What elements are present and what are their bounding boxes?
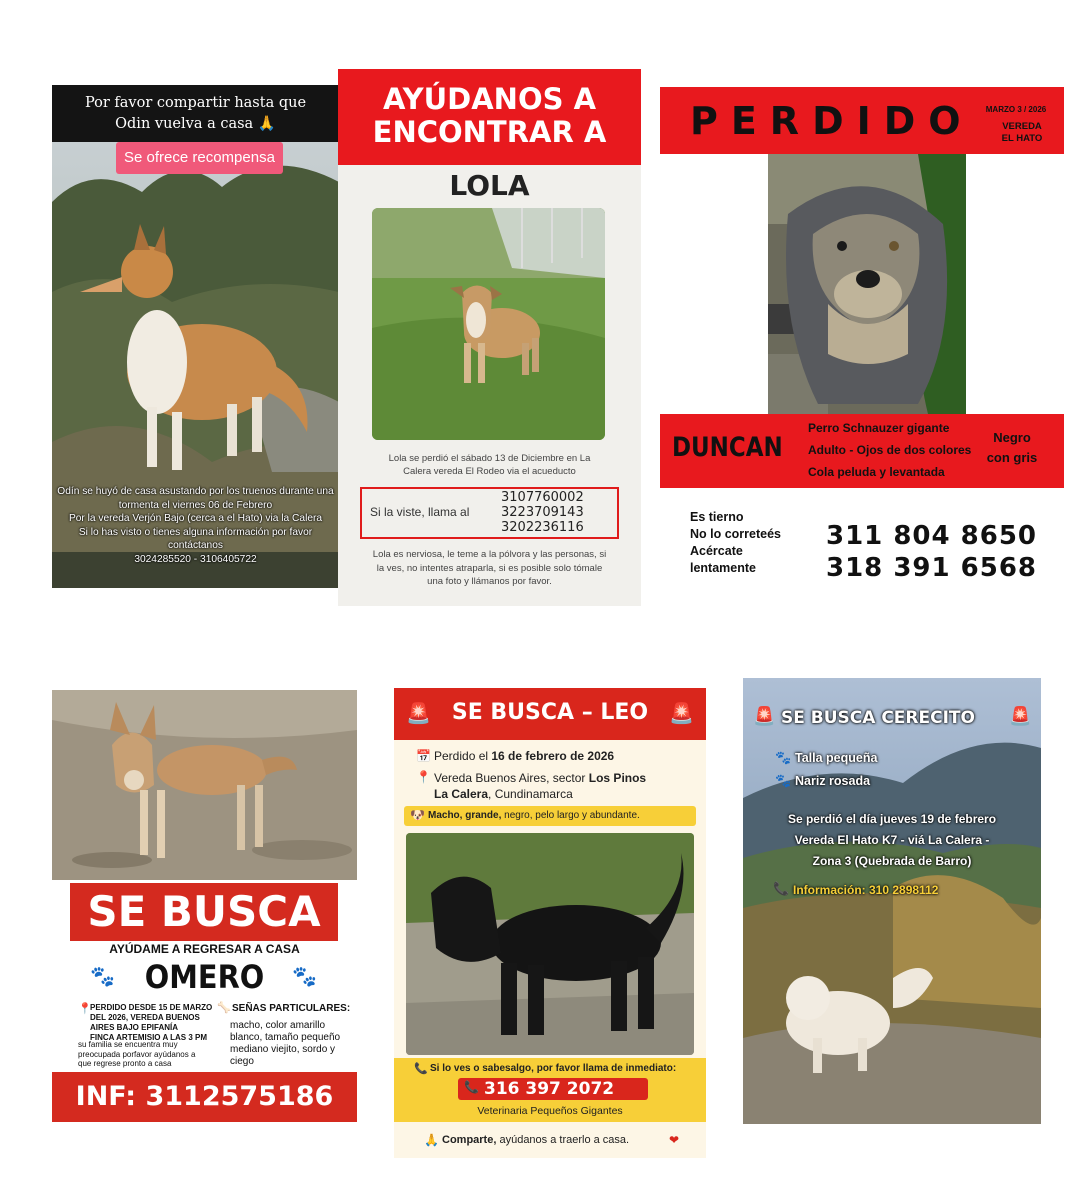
lola-headline: [338, 69, 641, 165]
leo-photo: [406, 833, 694, 1055]
duncan-color-line: Negro: [993, 430, 1031, 445]
cerecito-poster: [743, 678, 1041, 1124]
omero-info: INF: 3112575186: [52, 1072, 357, 1122]
duncan-advice-line: Es tierno: [690, 510, 744, 524]
location-pin-icon: 📍: [416, 770, 431, 784]
cerecito-lost: [743, 809, 1041, 872]
odin-body-line: Odín se huyó de casa asustando por los truenos durante una: [57, 486, 334, 497]
omero-name: OMERO: [144, 958, 265, 996]
omero-lost-line: FINCA ARTEMISIO A LAS 3 PM: [90, 1033, 208, 1042]
omero-lost-line: DEL 2026, VEREDA BUENOS: [90, 1013, 200, 1022]
leo-place-prefix: Vereda Buenos Aires, sector: [434, 771, 589, 785]
leo-place: [434, 770, 646, 802]
omero-sign-line: ciego: [230, 1056, 254, 1067]
omero-lost: [90, 1003, 212, 1043]
leo-lost: [434, 749, 614, 763]
lola-call-label: Si la viste, llama al: [370, 505, 470, 519]
omero-family: [78, 1040, 195, 1069]
leo-title: SE BUSCA – LEO: [451, 700, 649, 725]
duncan-name: DUNCAN: [672, 432, 783, 463]
heart-icon: ❤: [669, 1133, 680, 1147]
duncan-color-line: con gris: [986, 450, 1038, 465]
siren-icon: 🚨: [1009, 706, 1032, 726]
lola-note-line: la ves, no intentes atraparla, si es posible solo tómale: [376, 562, 603, 574]
duncan-title: PERDIDO: [690, 99, 974, 143]
omero-photo: [52, 690, 357, 880]
phone-icon: 📞: [773, 881, 790, 896]
siren-icon: 🚨: [669, 703, 694, 725]
paw-icon: 🐾: [90, 966, 115, 988]
dog-face-icon: 🐶: [410, 808, 425, 822]
omero-poster: [52, 690, 357, 1124]
lola-note-line: Lola es nerviosa, le teme a la pólvora y las personas, si: [372, 549, 607, 560]
paw-icon: 🐾: [775, 750, 792, 765]
leo-desc: [428, 810, 640, 821]
bone-icon: 🦴: [217, 1002, 231, 1014]
odin-body-line: tormenta el viernes 06 de Febrero: [118, 499, 273, 511]
lola-desc: [338, 452, 641, 478]
lola-name: LOLA: [449, 169, 530, 202]
omero-signs-title: SEÑAS PARTICULARES:: [232, 1003, 351, 1014]
lola-phone: 3223709143: [501, 505, 584, 520]
leo-poster: [394, 688, 706, 1158]
duncan-advice: [690, 509, 781, 577]
leo-city-rest: , Cundinamarca: [488, 787, 573, 801]
omero-lost-line: AIRES BAJO EPIFANÍA: [90, 1023, 179, 1032]
phone-icon: 📞: [464, 1080, 479, 1094]
cerecito-lost-line: Vereda El Hato K7 - viá La Calera -: [794, 833, 990, 847]
leo-desc-bold: Macho, grande,: [428, 810, 502, 821]
leo-phone: 316 397 2072: [484, 1079, 615, 1099]
duncan-phone: 318 391 6568: [826, 553, 1038, 583]
cerecito-lost-line: Zona 3 (Quebrada de Barro): [812, 854, 972, 868]
omero-signs: [230, 1020, 340, 1068]
leo-place-sector: Los Pinos: [588, 771, 647, 785]
leo-city-bold: La Calera: [434, 787, 489, 801]
phone-icon: 📞: [414, 1063, 428, 1075]
duncan-trait: Adulto - Ojos de dos colores: [808, 443, 972, 457]
odin-poster: [52, 85, 339, 588]
cerecito-info: Información: 310 2898112: [793, 883, 939, 897]
paw-icon: 🐾: [775, 773, 792, 788]
odin-header-line: Por favor compartir hasta que: [84, 95, 307, 111]
siren-icon: 🚨: [406, 703, 431, 725]
pray-icon: 🙏: [424, 1133, 439, 1147]
duncan-poster: [660, 87, 1064, 587]
location-pin-icon: 📍: [78, 1003, 92, 1015]
omero-sign-line: macho, color amarillo: [230, 1020, 326, 1031]
lola-desc-line: Lola se perdió el sábado 13 de Diciembre en La: [388, 453, 591, 464]
omero-family-line: que regrese pronto a casa: [78, 1059, 172, 1068]
odin-header: [52, 85, 339, 142]
cerecito-trait: Talla pequeña: [795, 751, 878, 765]
lola-call-box: [360, 487, 619, 539]
odin-body-line: 3024285520 - 3106405722: [134, 553, 257, 565]
omero-family-line: preocupada porfavor ayúdanos a: [78, 1049, 196, 1059]
cerecito-photo: [743, 678, 1041, 1124]
duncan-color: [982, 428, 1042, 468]
odin-body-line: Si lo has visto o tienes alguna información por favor contáctanos: [78, 526, 313, 551]
omero-sign-line: blanco, tamaño pequeño: [230, 1032, 341, 1043]
duncan-traits: [808, 417, 971, 483]
leo-share-bold: Comparte,: [442, 1134, 497, 1146]
odin-reward-badge: Se ofrece recompensa: [116, 142, 283, 174]
lola-phones: [501, 490, 584, 535]
siren-icon: 🚨: [753, 706, 776, 726]
leo-lost-prefix: Perdido el: [434, 749, 492, 763]
leo-vet: Veterinaria Pequeños Gigantes: [477, 1105, 623, 1117]
omero-sub: AYÚDAME A REGRESAR A CASA: [109, 942, 300, 956]
lola-desc-line: Calera vereda El Rodeo via el acueducto: [403, 466, 576, 477]
leo-call: Si lo ves o sabesalgo, por favor llama de inmediato:: [430, 1063, 677, 1074]
lola-headline-line: ENCONTRAR A: [372, 115, 607, 149]
duncan-trait: Perro Schnauzer gigante: [808, 421, 950, 435]
leo-lost-date: 16 de febrero de 2026: [491, 749, 615, 763]
duncan-photo: [768, 154, 966, 414]
leo-share-rest: ayúdanos a traerlo a casa.: [496, 1134, 630, 1146]
lola-phone: 3202236116: [501, 520, 584, 535]
duncan-trait: Cola peluda y levantada: [808, 465, 945, 479]
lola-note: [338, 548, 641, 589]
lola-photo: [372, 208, 605, 440]
duncan-advice-line: Acércate: [690, 544, 743, 558]
odin-header-line: Odin vuelva a casa 🙏: [115, 116, 276, 132]
lola-phone: 3107760002: [501, 490, 584, 505]
cerecito-trait: Nariz rosada: [795, 774, 871, 788]
duncan-place-line: VEREDA: [1002, 121, 1042, 132]
lola-note-line: una foto y llámanos por favor.: [427, 576, 552, 587]
cerecito-title: SE BUSCA CERECITO: [781, 708, 975, 728]
omero-lost-line: PERDIDO DESDE 15 DE MARZO: [90, 1003, 213, 1012]
paw-icon: 🐾: [292, 966, 317, 988]
omero-sign-line: mediano viejito, sordo y: [230, 1044, 336, 1055]
duncan-advice-line: No lo correteés: [690, 527, 782, 541]
omero-headline: SE BUSCA: [70, 883, 338, 941]
omero-family-line: su familia se encuentra muy: [78, 1040, 178, 1049]
duncan-date: MARZO 3 / 2026: [985, 105, 1047, 114]
leo-desc-rest: negro, pelo largo y abundante.: [501, 810, 640, 821]
duncan-phone: 311 804 8650: [826, 521, 1038, 551]
lola-headline-line: AYÚDANOS A: [382, 82, 597, 116]
lola-poster: [338, 69, 641, 606]
duncan-place: [980, 121, 1064, 145]
duncan-place-line: EL HATO: [1001, 133, 1043, 144]
calendar-icon: 📅: [416, 749, 431, 763]
odin-body-line: Por la vereda Verjón Bajo (cerca a el Hato) via la Calera: [68, 513, 323, 524]
odin-body: [52, 485, 339, 568]
duncan-phones: [826, 520, 1037, 584]
cerecito-lost-line: Se perdió el día jueves 19 de febrero: [787, 812, 997, 826]
leo-share: [442, 1134, 629, 1146]
duncan-advice-line: lentamente: [690, 561, 756, 575]
